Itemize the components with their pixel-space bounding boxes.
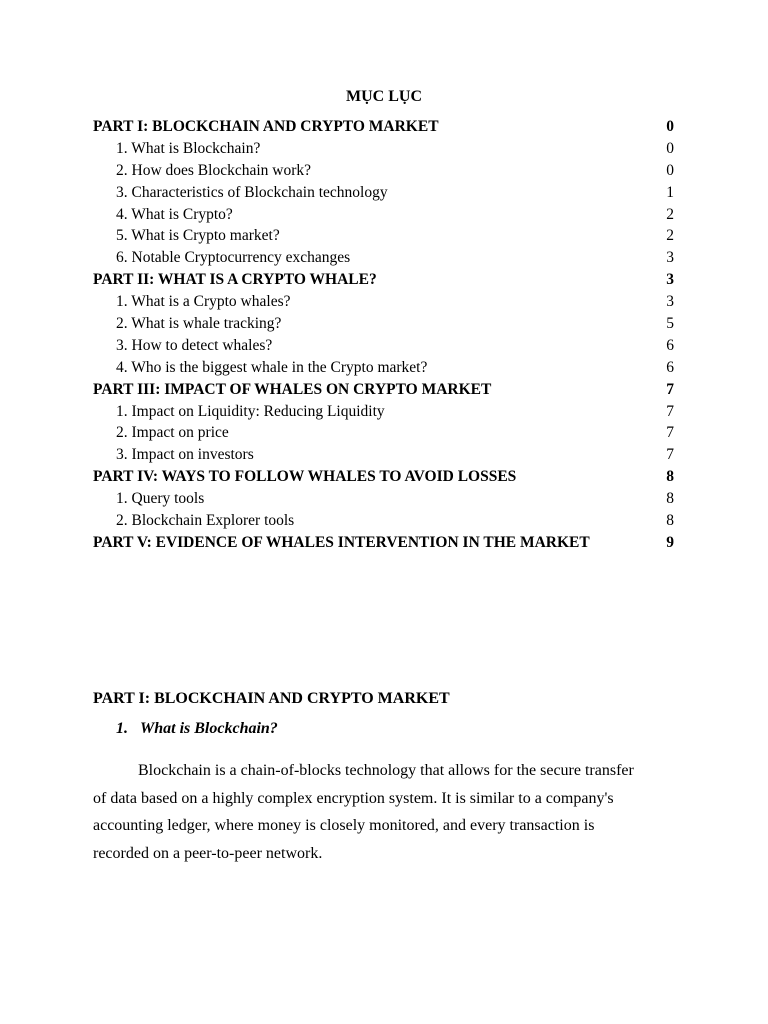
table-of-contents	[0, 116, 768, 554]
toc-entry-page: 7	[666, 380, 674, 398]
toc-entry-page: 9	[666, 533, 674, 551]
toc-part-entry[interactable]	[0, 379, 768, 401]
toc-sub-entry[interactable]	[0, 247, 768, 269]
toc-entry-page: 7	[666, 424, 674, 442]
toc-entry-page: 3	[666, 271, 674, 289]
toc-entry-label: 1. What is Blockchain?	[116, 139, 261, 157]
body-paragraph	[93, 757, 675, 867]
section-heading: PART I: BLOCKCHAIN AND CRYPTO MARKET	[93, 690, 450, 707]
toc-entry-page: 0	[666, 118, 674, 135]
toc-title: MỤC LỤC	[346, 88, 422, 105]
toc-sub-entry[interactable]	[0, 182, 768, 204]
subsection-number: 1.	[116, 720, 128, 737]
toc-entry-label: 3. Characteristics of Blockchain technology	[116, 183, 388, 201]
toc-entry-page: 2	[666, 205, 674, 223]
toc-sub-entry[interactable]	[0, 422, 768, 444]
toc-entry-label: 1. Query tools	[116, 490, 205, 508]
toc-entry-page: 3	[666, 293, 674, 311]
toc-entry-page: 8	[666, 512, 674, 530]
toc-entry-label: 2. What is whale tracking?	[116, 315, 282, 333]
toc-sub-entry[interactable]	[0, 160, 768, 182]
toc-entry-label: 6. Notable Cryptocurrency exchanges	[116, 249, 351, 267]
toc-entry-page: 7	[666, 402, 674, 420]
toc-entry-label: PART III: IMPACT OF WHALES ON CRYPTO MARKET	[93, 380, 492, 398]
toc-entry-page: 7	[666, 446, 674, 464]
toc-entry-label: PART IV: WAYS TO FOLLOW WHALES TO AVOID LOSSES	[93, 468, 517, 486]
toc-sub-entry[interactable]	[0, 510, 768, 532]
toc-sub-entry[interactable]	[0, 291, 768, 313]
toc-part-entry[interactable]	[0, 116, 768, 138]
toc-sub-entry[interactable]	[0, 225, 768, 247]
toc-sub-entry[interactable]	[0, 204, 768, 226]
toc-entry-page: 3	[666, 249, 674, 267]
toc-entry-page: 6	[666, 358, 674, 376]
toc-sub-entry[interactable]	[0, 335, 768, 357]
toc-sub-entry[interactable]	[0, 488, 768, 510]
toc-entry-label: 3. Impact on investors	[116, 446, 254, 464]
paragraph-line: accounting ledger, where money is closely monitored, and every transaction is	[93, 817, 595, 834]
toc-entry-label: 4. What is Crypto?	[116, 205, 233, 223]
toc-sub-entry[interactable]	[0, 313, 768, 335]
paragraph-line: Blockchain is a chain-of-blocks technology that allows for the secure transfer	[138, 762, 634, 779]
toc-entry-page: 5	[666, 315, 674, 333]
subsection-heading	[116, 718, 278, 740]
toc-entry-label: 4. Who is the biggest whale in the Crypto market?	[116, 358, 428, 376]
toc-entry-page: 8	[666, 468, 674, 486]
toc-entry-label: 2. Impact on price	[116, 424, 229, 442]
toc-entry-label: 5. What is Crypto market?	[116, 227, 280, 245]
toc-entry-label: 3. How to detect whales?	[116, 336, 273, 354]
toc-entry-label: PART I: BLOCKCHAIN AND CRYPTO MARKET	[93, 118, 439, 135]
toc-entry-label: 1. Impact on Liquidity: Reducing Liquidity	[116, 402, 385, 420]
toc-entry-page: 8	[666, 490, 674, 508]
subsection-title: What is Blockchain?	[140, 720, 278, 737]
toc-sub-entry[interactable]	[0, 444, 768, 466]
toc-sub-entry[interactable]	[0, 401, 768, 423]
paragraph-line: recorded on a peer-to-peer network.	[93, 844, 323, 862]
toc-entry-label: PART V: EVIDENCE OF WHALES INTERVENTION IN THE MARKET	[93, 533, 590, 551]
toc-entry-label: 2. How does Blockchain work?	[116, 161, 311, 179]
toc-entry-label: 2. Blockchain Explorer tools	[116, 512, 295, 530]
toc-sub-entry[interactable]	[0, 138, 768, 160]
toc-entry-page: 1	[666, 183, 674, 201]
toc-entry-page: 6	[666, 336, 674, 354]
toc-entry-label: PART II: WHAT IS A CRYPTO WHALE?	[93, 271, 377, 289]
toc-entry-page: 0	[666, 161, 674, 179]
toc-part-entry[interactable]	[0, 532, 768, 554]
toc-entry-page: 2	[666, 227, 674, 245]
toc-part-entry[interactable]	[0, 269, 768, 291]
paragraph-line: of data based on a highly complex encryption system. It is similar to a company's	[93, 789, 614, 807]
toc-part-entry[interactable]	[0, 466, 768, 488]
toc-entry-page: 0	[666, 139, 674, 157]
toc-entry-label: 1. What is a Crypto whales?	[116, 293, 291, 311]
toc-sub-entry[interactable]	[0, 357, 768, 379]
